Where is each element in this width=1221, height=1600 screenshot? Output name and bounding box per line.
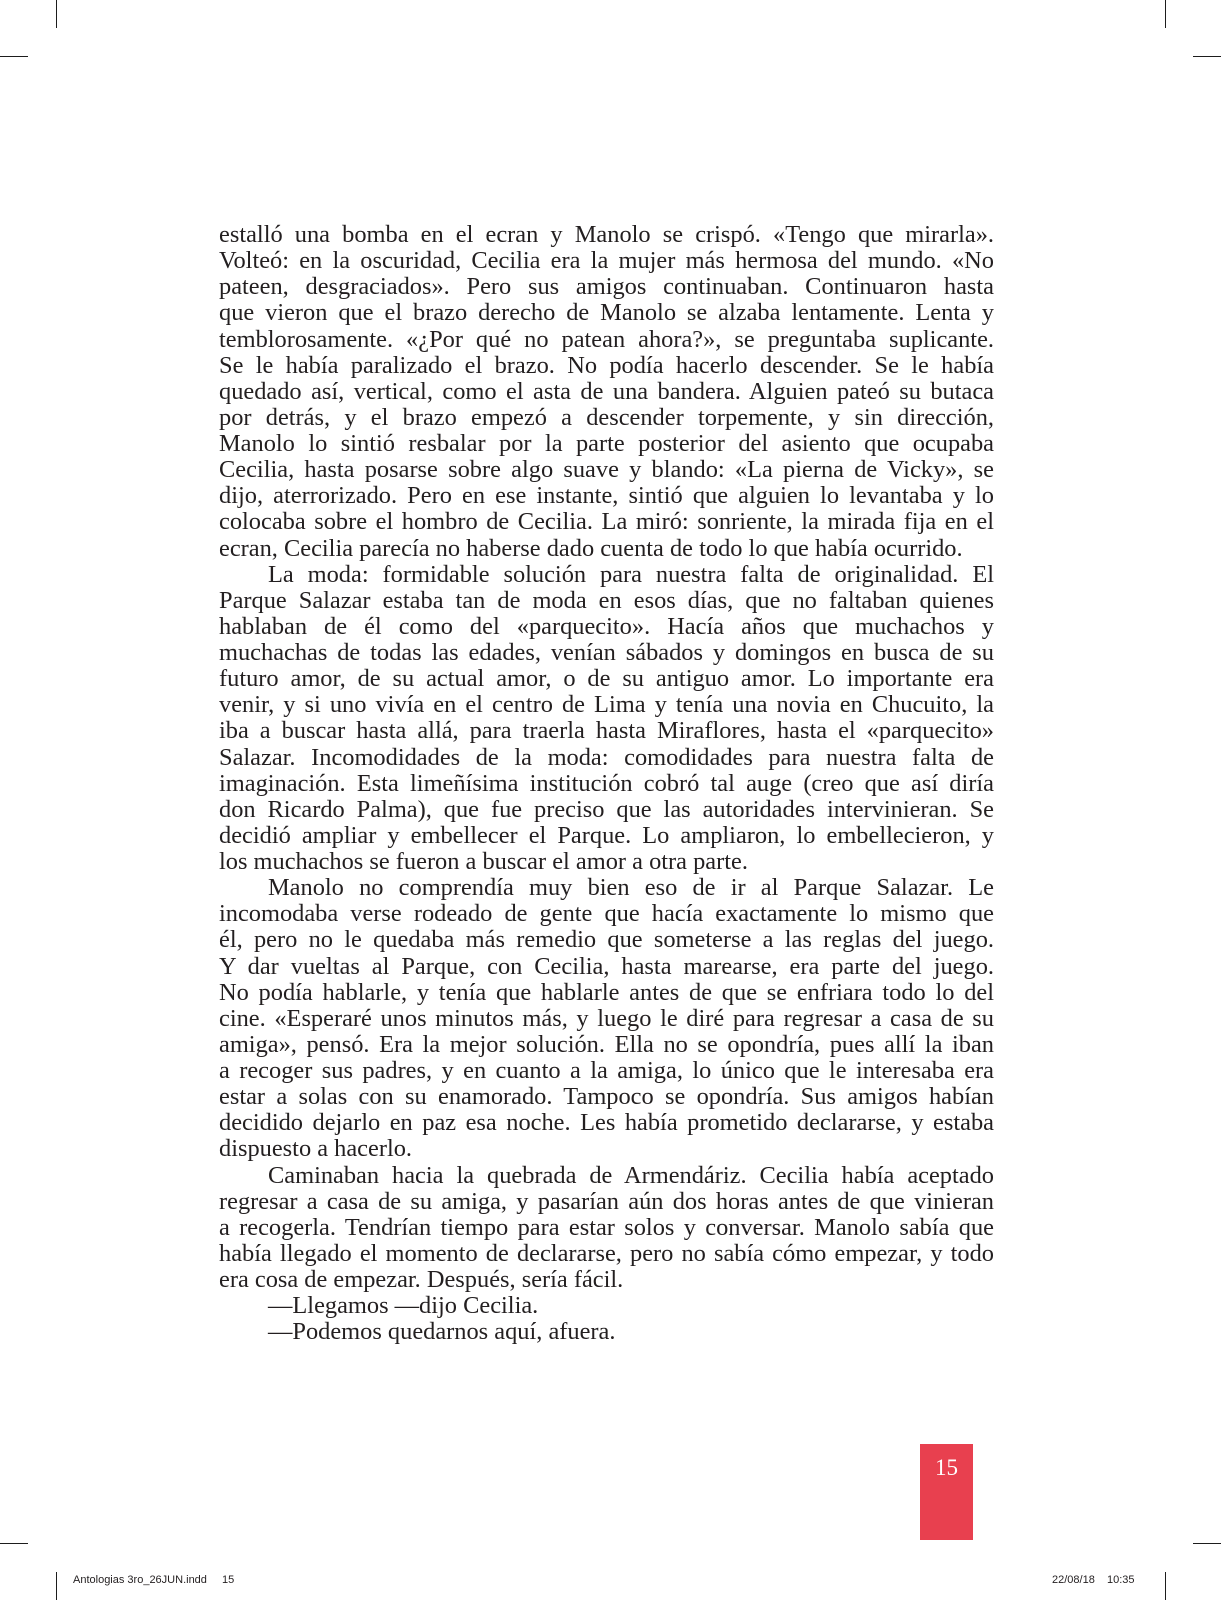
text-line: decidido dejarlo en paz esa noche. Les había prometido declararse, y estaba	[219, 1109, 994, 1137]
text-line: dispuesto a hacerlo.	[219, 1135, 413, 1163]
text-line: imaginación. Esta limeñísima institución cobró tal auge (creo que así diría	[219, 769, 994, 797]
text-line: pateen, desgraciados». Pero sus amigos continuaban. Continuaron hasta	[219, 273, 994, 301]
paragraph	[219, 875, 994, 1162]
text-line: decidió ampliar y embellecer el Parque. Lo ampliaron, lo embellecieron, y	[219, 821, 994, 849]
body-text	[219, 222, 994, 1345]
text-line: —Llegamos —dijo Cecilia.	[268, 1292, 539, 1320]
text-line: venir, y si uno vivía en el centro de Lima y tenía una novia en Chucuito, la	[219, 691, 994, 719]
slug-page-number: 15	[222, 1574, 235, 1586]
paragraph	[219, 562, 994, 876]
text-line: quedado así, vertical, como el asta de una bandera. Alguien pateó su butaca	[219, 377, 994, 405]
text-line: había llegado el momento de declararse, pero no sabía cómo empezar, y todo	[219, 1239, 994, 1267]
text-line: él, pero no le quedaba más remedio que someterse a las reglas del juego.	[219, 926, 994, 954]
crop-mark-top-right-vertical	[1165, 0, 1166, 28]
paragraph	[219, 1163, 994, 1294]
text-line: colocaba sobre el hombro de Cecilia. La miró: sonriente, la mirada fija en el	[219, 508, 994, 536]
text-line: iba a buscar hasta allá, para traerla hasta Miraflores, hasta el «parquecito»	[219, 717, 994, 745]
text-line: don Ricardo Palma), que fue preciso que las autoridades intervinieran. Se	[219, 795, 994, 823]
text-line: incomodaba verse rodeado de gente que hacía exactamente lo mismo que	[219, 900, 994, 928]
text-line: Parque Salazar estaba tan de moda en esos días, que no faltaban quienes	[219, 586, 994, 614]
text-line: Y dar vueltas al Parque, con Cecilia, hasta marearse, era parte del juego.	[219, 952, 994, 980]
text-line: hablaban de él como del «parquecito». Hacía años que muchachos y	[219, 612, 994, 640]
text-line: los muchachos se fueron a buscar el amor a otra parte.	[219, 848, 748, 875]
text-line: cine. «Esperaré unos minutos más, y luego le diré para regresar a casa de su	[219, 1004, 994, 1032]
page-number: 15	[935, 1455, 958, 1480]
paragraph	[219, 1293, 994, 1319]
text-line: Salazar. Incomodidades de la moda: comodidades para nuestra falta de	[219, 743, 994, 771]
text-line: a recoger sus padres, y en cuanto a la amiga, lo único que le interesaba era	[219, 1057, 994, 1084]
text-line: era cosa de empezar. Después, sería fácil.	[219, 1266, 624, 1293]
crop-mark-bottom-right-horizontal	[1193, 1543, 1221, 1544]
text-line: Caminaban hacia la quebrada de Armendáriz. Cecilia había aceptado	[268, 1161, 994, 1189]
text-line: estalló una bomba en el ecran y Manolo se crispó. «Tengo que mirarla».	[219, 221, 994, 248]
text-line: Cecilia, hasta posarse sobre algo suave y blando: «La pierna de Vicky», se	[219, 456, 994, 484]
text-line: a recogerla. Tendrían tiempo para estar solos y conversar. Manolo sabía que	[219, 1213, 994, 1241]
text-line: ecran, Cecilia parecía no haberse dado cuenta de todo lo que había ocurrido.	[219, 534, 963, 562]
crop-mark-top-left-horizontal	[0, 56, 28, 57]
crop-mark-bottom-left-horizontal	[0, 1543, 28, 1544]
text-line: muchachas de todas las edades, venían sábados y domingos en busca de su	[219, 639, 994, 666]
crop-mark-top-right-horizontal	[1193, 56, 1221, 57]
crop-mark-bottom-left-vertical	[56, 1572, 57, 1600]
text-line: futuro amor, de su actual amor, o de su antiguo amor. Lo importante era	[219, 665, 994, 693]
slug-file-name: Antologias 3ro_26JUN.indd	[73, 1574, 207, 1586]
text-line: estar a solas con su enamorado. Tampoco se opondría. Sus amigos habían	[219, 1083, 994, 1111]
crop-mark-top-left-vertical	[56, 0, 57, 28]
text-line: dijo, aterrorizado. Pero en ese instante, sintió que alguien lo levantaba y lo	[219, 482, 994, 510]
text-line: regresar a casa de su amiga, y pasarían aún dos horas antes de que vinieran	[219, 1187, 994, 1215]
text-line: que vieron que el brazo derecho de Manolo se alzaba lentamente. Lenta y	[219, 299, 994, 327]
text-line: Manolo no comprendía muy bien eso de ir al Parque Salazar. Le	[268, 874, 994, 902]
text-line: temblorosamente. «¿Por qué no patean ahora?», se preguntaba suplicante.	[219, 325, 994, 353]
text-line: Manolo lo sintió resbalar por la parte posterior del asiento que ocupaba	[219, 430, 994, 457]
paragraph	[219, 222, 994, 562]
slug-time: 10:35	[1107, 1574, 1135, 1586]
text-line: Volteó: en la oscuridad, Cecilia era la mujer más hermosa del mundo. «No	[219, 247, 994, 275]
text-line: La moda: formidable solución para nuestra falta de originalidad. El	[268, 560, 994, 588]
text-line: Se le había paralizado el brazo. No podía hacerlo descender. Se le había	[219, 351, 994, 379]
slug-date: 22/08/18	[1052, 1574, 1095, 1586]
text-line: amiga», pensó. Era la mejor solución. Ella no se opondría, pues allí la iban	[219, 1030, 994, 1058]
paragraph	[219, 1319, 994, 1345]
text-line: por detrás, y el brazo empezó a descender torpemente, y sin dirección,	[219, 403, 994, 431]
crop-mark-bottom-right-vertical	[1165, 1572, 1166, 1600]
page-number-box	[920, 1444, 973, 1540]
text-line: No podía hablarle, y tenía que hablarle antes de que se enfriara todo lo del	[219, 978, 994, 1006]
text-line: —Podemos quedarnos aquí, afuera.	[268, 1318, 616, 1346]
